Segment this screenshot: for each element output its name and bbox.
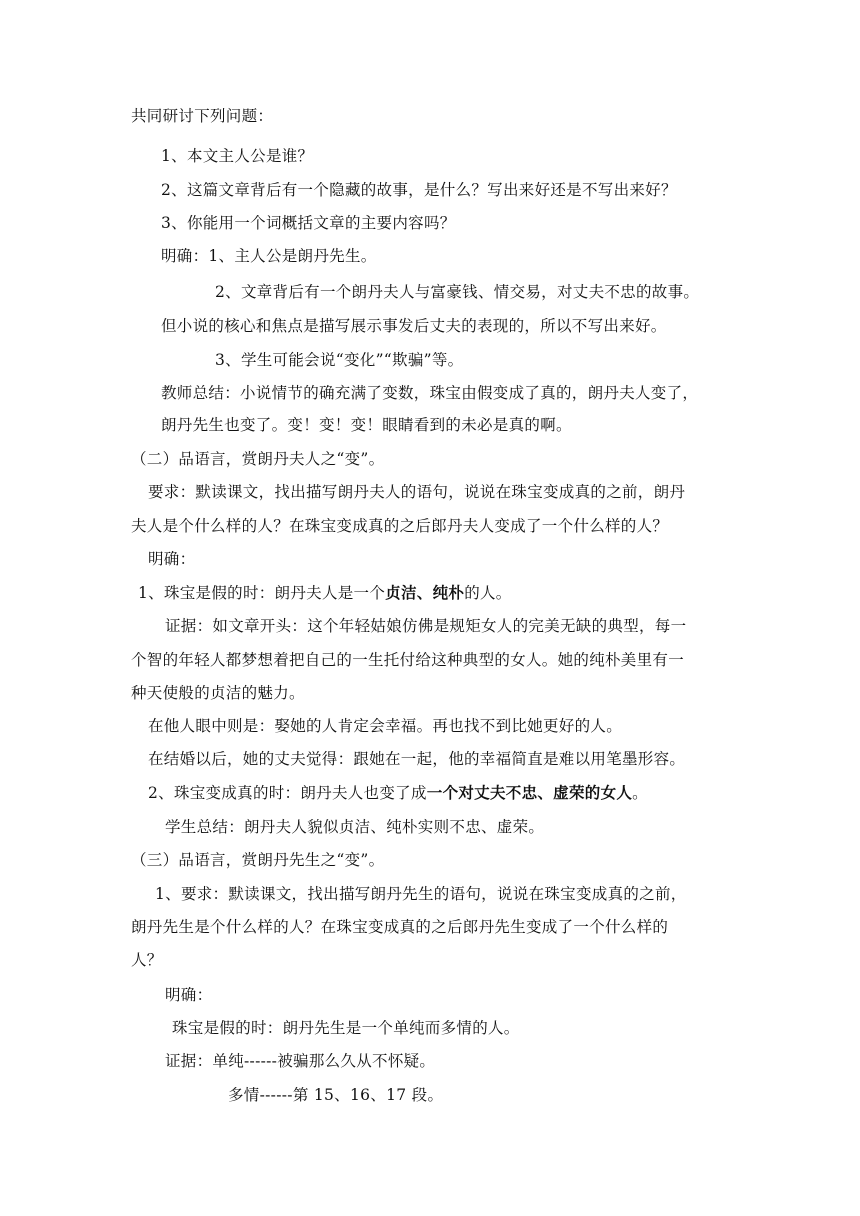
- fake-jewel-prefix: 1、珠宝是假的时：朗丹夫人是一个: [138, 584, 386, 602]
- fake-jewel-suffix: 的人。: [464, 584, 512, 602]
- real-jewel-line: [148, 783, 648, 803]
- evidence-line-1: 证据：如文章开头：这个年轻姑娘仿佛是规矩女人的完美无缺的典型，每一: [165, 617, 687, 635]
- intro-line: 共同研讨下列问题：: [131, 107, 274, 125]
- section-2-requirement-2: 夫人是个什么样的人？在珠宝变成真的之后郎丹夫人变成了一个什么样的人？: [131, 517, 669, 535]
- teacher-summary-line-1: 教师总结：小说情节的确充满了变数，珠宝由假变成了真的，朗丹夫人变了，: [161, 384, 699, 402]
- section-3-requirement-3: 人？: [131, 951, 163, 969]
- others-view-line: 在他人眼中则是：娶她的人肯定会幸福。再也找不到比她更好的人。: [148, 717, 623, 735]
- answer-2-continued: 但小说的核心和焦点是描写展示事发后丈夫的表现的，所以不写出来好。: [161, 317, 667, 335]
- section-3-requirement-1: 1、要求：默读课文，找出描写朗丹先生的语句，说说在珠宝变成真的之前，: [155, 885, 687, 903]
- answer-3: 3、学生可能会说“变化”“欺骗”等。: [215, 351, 464, 369]
- section-2-mingque: 明确：: [148, 550, 196, 568]
- section-3-requirement-2: 朗丹先生是个什么样的人？在珠宝变成真的之后郎丹先生变成了一个什么样的: [131, 918, 669, 936]
- section-2-requirement-1: 要求：默读课文，找出描写朗丹夫人的语句，说说在珠宝变成真的之前，朗丹: [148, 483, 686, 501]
- answer-2: 2、文章背后有一个朗丹夫人与富豪钱、情交易，对丈夫不忠的故事。: [215, 283, 700, 301]
- question-3: 3、你能用一个词概括文章的主要内容吗？: [161, 214, 456, 232]
- section-3-mingque: 明确：: [165, 986, 213, 1004]
- husband-view-line: 在结婚以后，她的丈夫觉得：跟她在一起，他的幸福简直是难以用笔墨形容。: [148, 750, 686, 768]
- evidence-line-2: 个智的年轻人都梦想着把自己的一生托付给这种典型的女人。她的纯朴美里有一: [131, 651, 685, 669]
- question-1: 1、本文主人公是谁？: [161, 147, 314, 165]
- fake-jewel-bold: 贞洁、纯朴: [385, 583, 465, 602]
- section-2-title: （二）品语言，赏朗丹夫人之“变”。: [131, 450, 385, 468]
- real-jewel-suffix: 。: [632, 784, 648, 802]
- answer-1: 明确：1、主人公是朗丹先生。: [161, 247, 377, 265]
- student-summary: 学生总结：朗丹夫人貌似贞洁、纯朴实则不忠、虚荣。: [165, 818, 545, 836]
- question-2: 2、这篇文章背后有一个隐藏的故事，是什么？写出来好还是不写出来好？: [161, 181, 677, 199]
- real-jewel-bold: 一个对丈夫不忠、虚荣的女人: [426, 783, 633, 802]
- real-jewel-prefix: 2、珠宝变成真的时：朗丹夫人也变了成: [148, 784, 427, 802]
- teacher-summary-line-2: 朗丹先生也变了。变！变！变！眼睛看到的未必是真的啊。: [161, 416, 572, 434]
- evidence-line-3: 种天使般的贞洁的魅力。: [131, 684, 305, 702]
- section-3-fake-jewel: 珠宝是假的时：朗丹先生是一个单纯而多情的人。: [172, 1019, 520, 1037]
- section-3-duoqing: 多情------第 15、16、17 段。: [228, 1086, 444, 1104]
- section-3-evidence: 证据：单纯------被骗那么久从不怀疑。: [165, 1052, 436, 1070]
- section-3-title: （三）品语言，赏朗丹先生之“变”。: [131, 851, 385, 869]
- fake-jewel-line: [138, 583, 512, 603]
